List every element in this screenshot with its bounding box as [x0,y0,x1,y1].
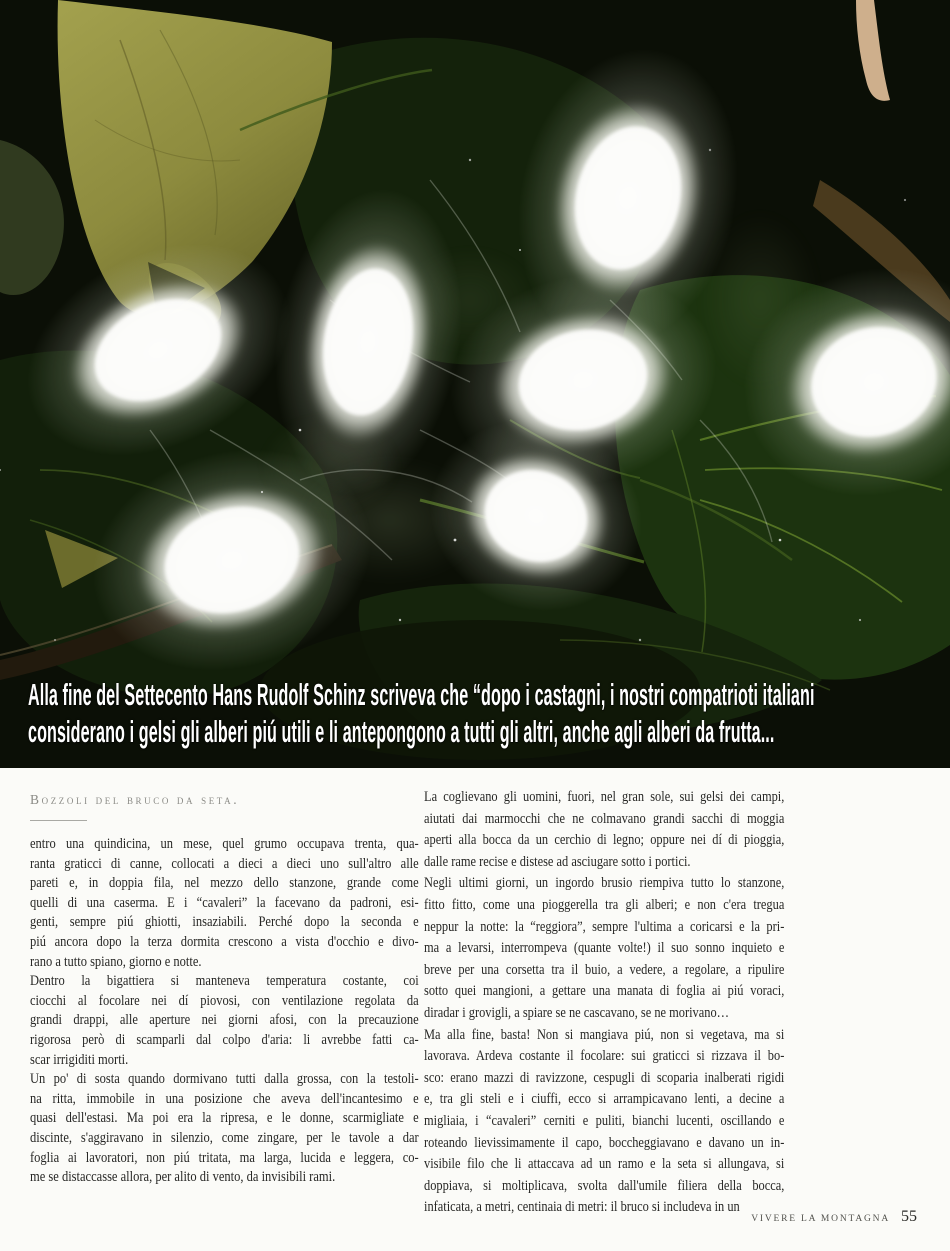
body-text-line: me se distaccasse allora, per alito di vento, da invisibili rami. [30,1169,336,1186]
body-text-line: discinte, s'aggiravano in silenzio, come zingare, per le tavole a dar [30,1129,419,1146]
body-text-line: La coglievano gli uomini, fuori, nel gran sole, sui gelsi dei campi, [424,789,785,805]
headline-line-2: considerano i gelsi gli alberi piú utili e li antepongono a tutti gli altri, anche agli alberi da frutta... [28,714,775,749]
body-text-line: pareti e, in doppia fila, nel mezzo dello stanzone, grande come [30,875,419,892]
body-text-line: neppur la notte: la “reggiora”, sempre l'ultima a coricarsi e la pri- [424,918,785,935]
body-text-line: Un po' di sosta quando dormivano tutti dalla grossa, con la testoli- [30,1071,419,1088]
body-text-line: roteando lievissimamente il capo, boccheggiavano e davano un in- [424,1134,785,1151]
body-text-line: visibile filo che li attaccava ad un ramo e la seta si allungava, si [424,1156,785,1173]
body-text-line: Ma alla fine, basta! Non si mangiava piú, non si vegetava, ma si [424,1026,785,1043]
body-text-line: rano a tutto spiano, giorno e notte. [30,953,202,970]
body-text-line: aiutati dai marmocchi che ne colmavano grandi sacchi di moggia [424,810,785,827]
body-text-line: Negli ultimi giorni, un ingordo brusio riempiva tutto lo stanzone, [424,875,785,892]
body-text-line: genti, sempre piú ghiotti, insaziabili. Perché dopo la seconda e [30,914,419,931]
body-text-line: migliaia, i “cavaleri” cerniti e puliti, bianchi lucenti, oscillando e [424,1112,785,1129]
body-text-line: na ritta, immobile in una posizione che aveva dell'incantesimo e [30,1090,419,1107]
body-text-line: diradar i grovigli, a spiare se ne cascavano, se ne morivano… [424,1004,730,1021]
body-text-line: quelli di una caserma. E i “cavaleri” la facevano da padroni, esi- [30,894,419,911]
body-text-line: foglia ai lavoratori, non piú tritata, ma larga, lucida e leggera, co- [30,1149,419,1166]
body-text-line: ciocchi al focolare nei dí piovosi, con ventilazione regolata da [30,992,419,1009]
article-column-left [30,835,419,1188]
body-text-line: rigorosa però di scamparli dal colpo d'aria: li avrebbe fatti ca- [30,1031,419,1048]
body-text-line: aperti alla bocca da un cerchio di legno; oppure nei dí di pioggia, [424,832,785,849]
body-text-line: ranta graticci di canne, collocati a dieci a dieci uno sull'altro alle [30,855,419,872]
body-text-line: infaticata, a metri, centinaia di metri: il bruco si includeva in un [424,1199,740,1216]
body-text-line: grandi drappi, alle aperture nei giorni afosi, con la precauzione [30,1012,419,1029]
body-text-line: Dentro la bigattiera si manteneva temperatura costante, coi [30,973,419,990]
article-column-right [424,787,784,1219]
body-text-line: piú ancora dopo la terza dormita crescono a vista d'occhio e divo- [30,933,419,950]
body-text-line: scar irrigiditi morti. [30,1051,129,1068]
headline-line-1: Alla fine del Settecento Hans Rudolf Schinz scriveva che “dopo i castagni, i nostri compatrioti italiani [28,677,815,712]
body-text-line: sco: erano mazzi di ravizzone, cespugli di scoparia inalberati rigidi [424,1069,785,1086]
body-text-line: quasi dell'estasi. Ma poi era la ripresa, e le donne, scarmigliate e [30,1110,419,1127]
page-footer [751,1208,917,1226]
body-text-line: entro una quindicina, un mese, quel grumo occupava trenta, qua- [30,836,419,852]
body-text-line: breve per una corsetta tra il buio, a vedere, a regolare, a ripulire [424,961,785,978]
caption-rule [30,820,87,821]
body-text-line: lavorava. Ardeva costante il focolare: sui graticci si rizzava il bo- [424,1048,785,1065]
body-text-line: sotto quei mangioni, a gettare una manata di foglia ai piú voraci, [424,983,785,1000]
body-text-line: doppiava, si moltiplicava, svolta dall'umile filiera della bocca, [424,1177,785,1194]
page-number: 55 [901,1208,917,1225]
body-text-line: e, tra gli steli e i ciuffi, ecco si arrampicavano lenti, a decine a [424,1091,785,1108]
body-text-line: dalle rame recise e distese ad asciugare sotto i portici. [424,853,691,870]
body-text-line: fitto fitto, come una pioggerella tra gli alberi; e non c'era tregua [424,896,785,913]
magazine-name: VIVERE LA MONTAGNA [751,1214,890,1224]
body-text-line: ma a levarsi, interrompeva (quante volte!) il suo sonno inquieto e [424,940,785,957]
photo-caption: Bozzoli del bruco da seta. [30,792,240,807]
headline-overlay [28,676,948,750]
